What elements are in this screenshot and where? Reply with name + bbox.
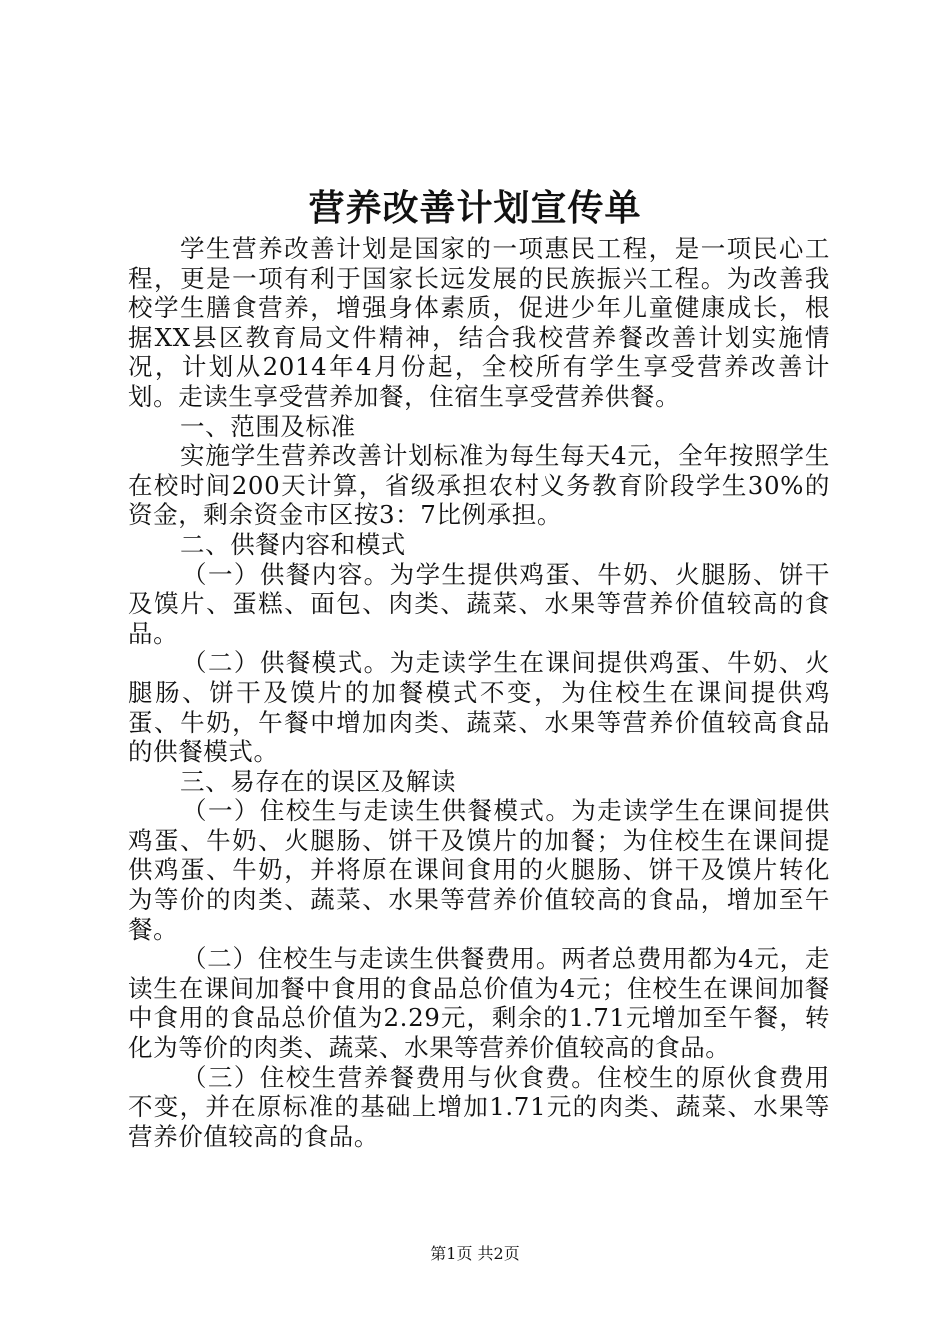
document-body [128,234,830,1151]
meal-content-paragraph: （一）供餐内容。为学生提供鸡蛋、牛奶、火腿肠、饼干及馍片、蛋糕、面包、肉类、蔬菜、水果等营养价值较高的食品。 [128,559,830,648]
section-heading-misconceptions: 三、易存在的误区及解读 [180,766,457,796]
section-heading-meal-content: 二、供餐内容和模式 [180,529,406,559]
misconception-1-paragraph: （一）住校生与走读生供餐模式。为走读学生在课间提供鸡蛋、牛奶、火腿肠、饼干及馍片的加餐；为住校生在课间提供鸡蛋、牛奶，并将原在课间食用的火腿肠、饼干及馍片转化为等价的肉类、蔬菜、水果等营养价值较高的食品，增加至午餐。 [128,796,830,944]
meal-mode-paragraph: （二）供餐模式。为走读学生在课间提供鸡蛋、牛奶、火腿肠、饼干及馍片的加餐模式不变，为住校生在课间提供鸡蛋、牛奶，午餐中增加肉类、蔬菜、水果等营养价值较高食品的供餐模式。 [128,648,830,767]
misconception-3-paragraph: （三）住校生营养餐费用与伙食费。住校生的原伙食费用不变，并在原标准的基础上增加1.71元的肉类、蔬菜、水果等营养价值较高的食品。 [128,1062,830,1151]
misconception-2-paragraph: （二）住校生与走读生供餐费用。两者总费用都为4元，走读生在课间加餐中食用的食品总价值为4元；住校生在课间加餐中食用的食品总价值为2.29元，剩余的1.71元增加至午餐，转化为等价的肉类、蔬菜、水果等营养价值较高的食品。 [128,944,830,1063]
page-number-footer: 第1页 共2页 [430,1244,520,1263]
document-title: 营养改善计划宣传单 [308,187,642,229]
section-heading-scope: 一、范围及标准 [180,411,356,441]
scope-paragraph: 实施学生营养改善计划标准为每生每天4元，全年按照学生在校时间200天计算，省级承担农村义务教育阶段学生30%的资金，剩余资金市区按3：7比例承担。 [128,441,830,530]
intro-paragraph: 学生营养改善计划是国家的一项惠民工程，是一项民心工程，更是一项有利于国家长远发展的民族振兴工程。为改善我校学生膳食营养，增强身体素质，促进少年儿童健康成长，根据XX县区教育局文件精神，结合我校营养餐改善计划实施情况，计划从2014年4月份起，全校所有学生享受营养改善计划。走读生享受营养加餐，住宿生享受营养供餐。 [128,234,830,411]
